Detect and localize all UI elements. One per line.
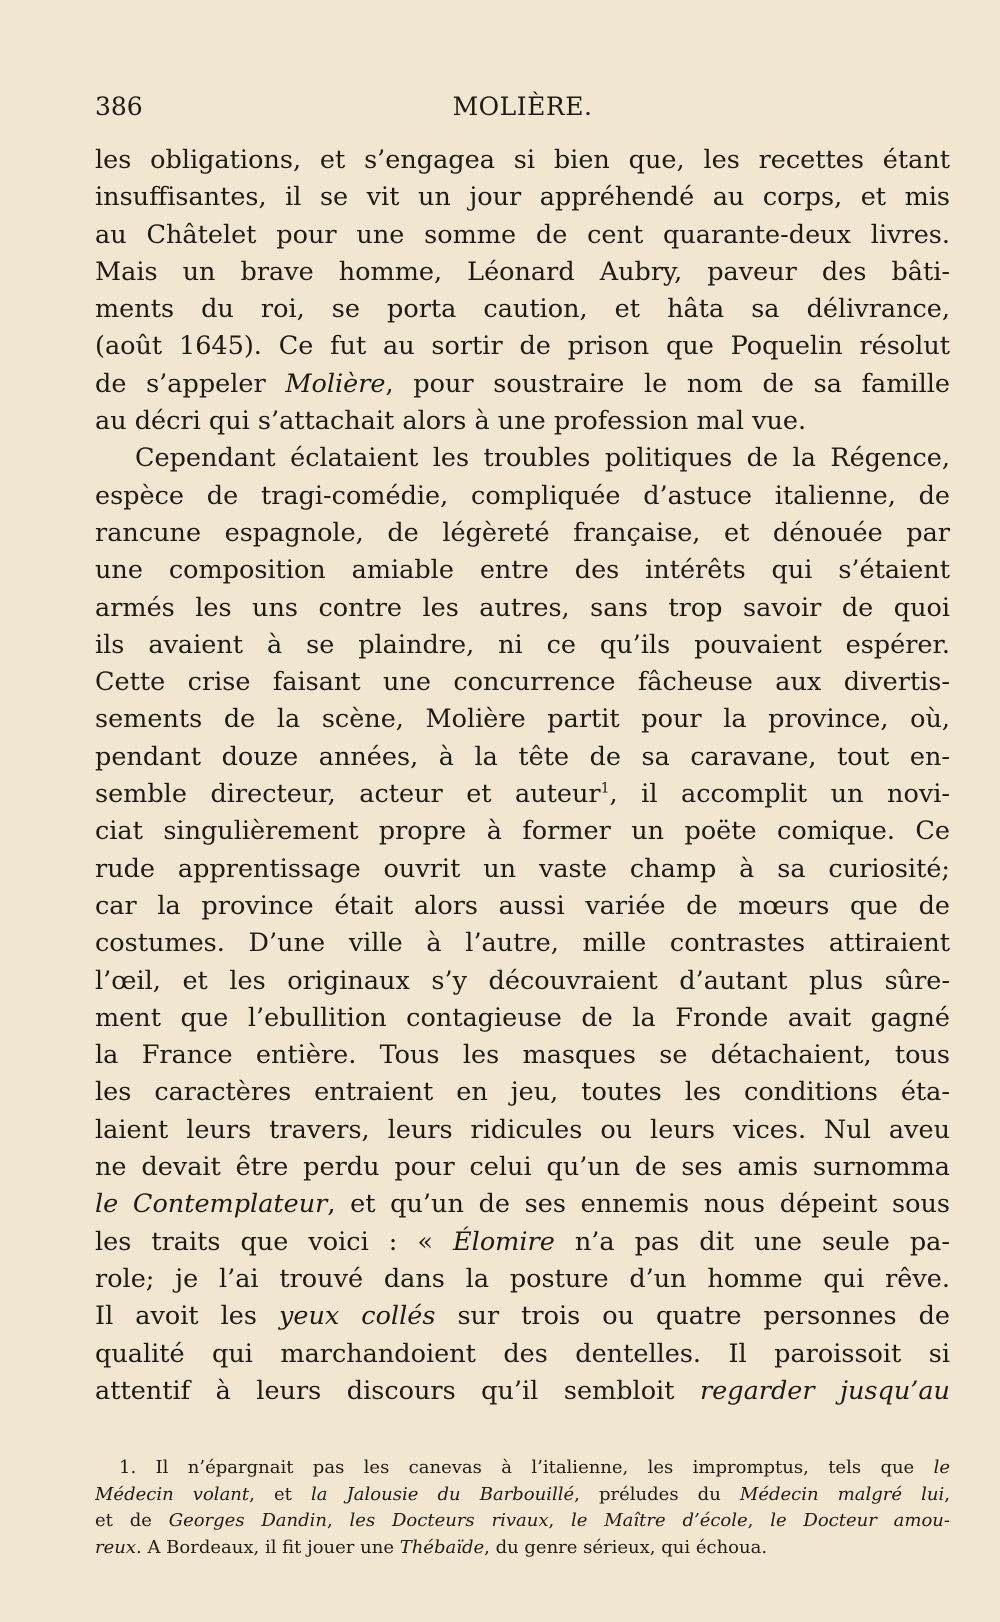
body-line: Cependant éclataient les troubles politiques de la Régence, [135, 443, 950, 474]
body-line: role; je l’ai trouvé dans la posture d’un homme qui rêve. [95, 1263, 950, 1294]
body-line: Il avoit les yeux collés sur trois ou quatre personnes de [95, 1301, 950, 1332]
body-line: Cette crise faisant une concurrence fâcheuse aux divertis- [95, 667, 950, 698]
footnote [95, 1455, 950, 1561]
body-line: ne devait être perdu pour celui qu’un de ses amis surnomma [95, 1152, 950, 1183]
body-line: ciat singulièrement propre à former un poëte comique. Ce [95, 816, 950, 847]
body-line: ment que l’ebullition contagieuse de la Fronde avait gagné [95, 1002, 950, 1033]
body-line: le Contemplateur, et qu’un de ses ennemis nous dépeint sous [95, 1189, 950, 1220]
body-line: semble directeur, acteur et auteur$^1$, il accomplit un novi- [95, 779, 950, 810]
body-line: au Châtelet pour une somme de cent quarante-deux livres. [95, 219, 950, 250]
body-line: insuffisantes, il se vit un jour appréhendé au corps, et mis [95, 182, 950, 213]
body-line: costumes. D’une ville à l’autre, mille contrastes attiraient [95, 928, 950, 959]
page-header [95, 92, 950, 132]
body-line: les traits que voici : « Élomire n’a pas dit une seule pa- [95, 1226, 950, 1257]
body-line: Mais un brave homme, Léonard Aubry, paveur des bâti- [95, 256, 950, 287]
body-line: ments du roi, se porta caution, et hâta sa délivrance, [95, 294, 950, 325]
body-line: sements de la scène, Molière partit pour la province, où, [95, 704, 950, 735]
body-line: rude apprentissage ouvrit un vaste champ à sa curiosité; [95, 853, 950, 884]
body-line: laient leurs travers, leurs ridicules ou leurs vices. Nul aveu [95, 1114, 950, 1145]
body-line: au décri qui s’attachait alors à une profession mal vue. [95, 406, 807, 437]
body-line: armés les uns contre les autres, sans trop savoir de quoi [95, 592, 950, 623]
footnote-line: et de Georges Dandin, les Docteurs rivaux, le Maître d’école, le Docteur amou- [95, 1510, 950, 1531]
body-line: car la province était alors aussi variée de mœurs que de [95, 890, 950, 921]
body-line: ils avaient à se plaindre, ni ce qu’ils pouvaient espérer. [95, 629, 950, 660]
body-line: la France entière. Tous les masques se détachaient, tous [95, 1040, 950, 1071]
body-line: les obligations, et s’engagea si bien que, les recettes étant [95, 145, 950, 175]
body-line: l’œil, et les originaux s’y découvraient d’autant plus sûre- [95, 965, 950, 996]
body-text [95, 142, 950, 1410]
footnote-line: 1. Il n’épargnait pas les canevas à l’italienne, les impromptus, tels que le [119, 1457, 950, 1478]
footnote-line: reux. A Bordeaux, il fit jouer une Thébaïde, du genre sérieux, qui échoua. [95, 1536, 768, 1558]
body-line: qualité qui marchandoient des dentelles. Il paroissoit si [95, 1338, 950, 1369]
body-line: (août 1645). Ce fut au sortir de prison que Poquelin résolut [95, 331, 950, 362]
body-line: espèce de tragi-comédie, compliquée d’astuce italienne, de [95, 480, 950, 511]
body-line: rancune espagnole, de légèreté française, et dénouée par [95, 517, 950, 548]
body-line: les caractères entraient en jeu, toutes les conditions éta- [95, 1077, 950, 1108]
page-number: 386 [95, 92, 143, 121]
body-line: une composition amiable entre des intérêts qui s’étaient [95, 555, 950, 586]
running-title: MOLIÈRE. [452, 92, 593, 121]
body-line: attentif à leurs discours qu’il sembloit regarder jusqu’au [95, 1375, 950, 1406]
body-line: de s’appeler Molière, pour soustraire le nom de sa famille [95, 368, 950, 399]
footnote-marker: 1 [600, 780, 610, 797]
footnote-line: Médecin volant, et la Jalousie du Barbouillé, préludes du Médecin malgré lui, [95, 1483, 950, 1505]
body-line: pendant douze années, à la tête de sa caravane, tout en- [95, 741, 950, 772]
